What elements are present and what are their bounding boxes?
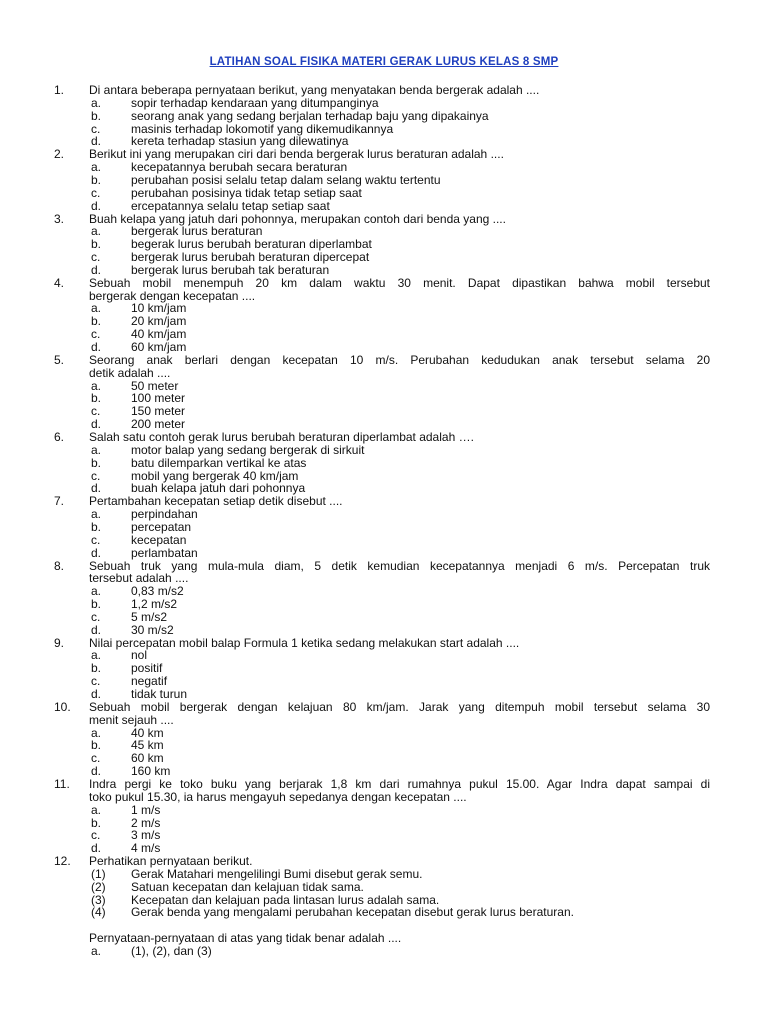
answer-option bbox=[0, 444, 768, 457]
question-text: Sebuah truk yang mula-mula diam, 5 detik kemudian kecepatannya menjadi 6 m/s. Percepatan truk bbox=[89, 558, 710, 573]
question-line bbox=[0, 572, 768, 585]
answer-option bbox=[0, 508, 768, 521]
worksheet-title: LATIHAN SOAL FISIKA MATERI GERAK LURUS KELAS 8 SMP bbox=[209, 56, 559, 68]
question-number: 3. bbox=[54, 211, 65, 226]
statement-text: Satuan kecepatan dan kelajuan tidak sama. bbox=[131, 879, 364, 894]
answer-option bbox=[0, 328, 768, 341]
option-text: perubahan posisinya tidak tetap setiap saat bbox=[131, 185, 362, 200]
option-text: 4 m/s bbox=[131, 841, 161, 856]
question-line bbox=[0, 148, 768, 161]
option-text: seorang anak yang sedang berjalan terhadap baju yang dipakainya bbox=[131, 108, 489, 123]
option-text: batu dilemparkan vertikal ke atas bbox=[131, 455, 307, 470]
option-label: d. bbox=[91, 764, 102, 779]
option-label: b. bbox=[91, 314, 102, 329]
option-label: b. bbox=[91, 391, 102, 406]
option-text: positif bbox=[131, 661, 163, 676]
question-number: 7. bbox=[54, 494, 65, 509]
option-label: c. bbox=[91, 468, 101, 483]
answer-option bbox=[0, 585, 768, 598]
option-label: a. bbox=[91, 160, 102, 175]
option-label: b. bbox=[91, 237, 102, 252]
option-label: c. bbox=[91, 327, 101, 342]
statement-text: Kecepatan dan kelajuan pada lintasan lurus adalah sama. bbox=[131, 892, 440, 907]
option-text: sopir terhadap kendaraan yang ditumpanginya bbox=[131, 95, 379, 110]
answer-option bbox=[0, 187, 768, 200]
question-text: Berikut ini yang merupakan ciri dari benda bergerak lurus beraturan adalah .... bbox=[89, 147, 504, 162]
option-label: b. bbox=[91, 661, 102, 676]
answer-option bbox=[0, 264, 768, 277]
option-label: d. bbox=[91, 841, 102, 856]
answer-option bbox=[0, 649, 768, 662]
option-text: 30 m/s2 bbox=[131, 622, 174, 637]
question-text: Di antara beberapa pernyataan berikut, yang menyatakan benda bergerak adalah .... bbox=[89, 83, 540, 97]
question-text: Indra pergi ke toko buku yang berjarak 1,8 km dari rumahnya pukul 15.00. Agar Indra dapat sampai di bbox=[89, 776, 710, 791]
answer-option bbox=[0, 752, 768, 765]
answer-option bbox=[0, 547, 768, 560]
option-text: percepatan bbox=[131, 519, 192, 534]
answer-option bbox=[0, 829, 768, 842]
answer-option bbox=[0, 534, 768, 547]
option-label: d. bbox=[91, 687, 102, 701]
option-label: a. bbox=[91, 301, 102, 316]
answer-option bbox=[0, 804, 768, 817]
statement-label: (4) bbox=[91, 905, 106, 920]
option-label: b. bbox=[91, 738, 102, 753]
statement-item bbox=[0, 868, 768, 881]
answer-option bbox=[0, 97, 768, 110]
option-text: 45 km bbox=[131, 738, 164, 753]
option-text: 40 km/jam bbox=[131, 327, 187, 342]
answer-option bbox=[0, 110, 768, 123]
option-label: b. bbox=[91, 815, 102, 830]
question-number: 6. bbox=[54, 430, 65, 444]
option-label: b. bbox=[91, 597, 102, 611]
option-label: a. bbox=[91, 725, 102, 740]
question-line bbox=[0, 290, 768, 303]
option-text: bergerak lurus berubah beraturan dipercepat bbox=[131, 250, 370, 264]
question-text: toko pukul 15.30, ia harus mengayuh sepedanya dengan kecepatan .... bbox=[89, 789, 467, 804]
answer-option bbox=[0, 817, 768, 830]
option-text: (1), (2), dan (3) bbox=[131, 944, 212, 958]
question-followup-text: Pernyataan-pernyataan di atas yang tidak benar adalah .... bbox=[89, 931, 402, 946]
option-text: 5 m/s2 bbox=[131, 609, 168, 624]
question-line bbox=[0, 277, 768, 290]
question-followup bbox=[0, 932, 768, 945]
option-label: d. bbox=[91, 622, 102, 637]
answer-option bbox=[0, 251, 768, 264]
option-label: c. bbox=[91, 609, 101, 624]
option-label: a. bbox=[91, 95, 102, 110]
option-label: a. bbox=[91, 584, 102, 599]
question-line bbox=[0, 84, 768, 97]
question-text: Perhatikan pernyataan berikut. bbox=[89, 854, 253, 868]
option-label: d. bbox=[91, 481, 102, 496]
option-text: 10 km/jam bbox=[131, 301, 187, 316]
answer-option bbox=[0, 521, 768, 534]
option-label: a. bbox=[91, 648, 102, 663]
option-text: 2 m/s bbox=[131, 815, 161, 830]
option-text: kecepatannya berubah secara beraturan bbox=[131, 160, 348, 175]
question-text: tersebut adalah .... bbox=[89, 571, 189, 586]
option-text: 40 km bbox=[131, 725, 164, 740]
option-text: 150 meter bbox=[131, 404, 186, 419]
statement-text: Gerak benda yang mengalami perubahan kecepatan disebut gerak lurus beraturan. bbox=[131, 905, 574, 920]
question-number: 9. bbox=[54, 635, 65, 650]
option-text: 60 km bbox=[131, 751, 164, 766]
question-text: Buah kelapa yang jatuh dari pohonnya, merupakan contoh dari benda yang .... bbox=[89, 211, 506, 226]
option-label: a. bbox=[91, 507, 102, 522]
question-text: Sebuah mobil menempuh 20 km dalam waktu 30 menit. Dapat dipastikan bahwa mobil tersebut bbox=[89, 275, 710, 290]
option-label: a. bbox=[91, 224, 102, 239]
option-text: kecepatan bbox=[131, 532, 187, 547]
answer-option bbox=[0, 598, 768, 611]
option-text: perpindahan bbox=[131, 507, 198, 522]
question-text: Salah satu contoh gerak lurus berubah beraturan diperlambat adalah …. bbox=[89, 430, 474, 444]
option-text: motor balap yang sedang bergerak di sirkuit bbox=[131, 442, 365, 457]
question-number: 10. bbox=[54, 699, 71, 714]
question-number: 1. bbox=[54, 83, 65, 97]
question-line bbox=[0, 367, 768, 380]
answer-option bbox=[0, 611, 768, 624]
option-label: d. bbox=[91, 262, 102, 277]
option-label: c. bbox=[91, 121, 101, 136]
option-label: a. bbox=[91, 944, 102, 958]
statement-text: Gerak Matahari mengelilingi Bumi disebut gerak semu. bbox=[131, 866, 423, 881]
option-label: b. bbox=[91, 108, 102, 123]
answer-option bbox=[0, 315, 768, 328]
question-number: 11. bbox=[54, 776, 70, 791]
option-text: negatif bbox=[131, 674, 168, 689]
option-label: d. bbox=[91, 134, 102, 149]
question-text: Pertambahan kecepatan setiap detik disebut .... bbox=[89, 494, 343, 509]
option-label: c. bbox=[91, 751, 101, 766]
question-text: bergerak dengan kecepatan .... bbox=[89, 288, 256, 303]
answer-option bbox=[0, 405, 768, 418]
option-label: d. bbox=[91, 545, 102, 560]
answer-option bbox=[0, 380, 768, 393]
answer-option bbox=[0, 945, 768, 958]
answer-option bbox=[0, 200, 768, 213]
option-text: 60 km/jam bbox=[131, 340, 187, 354]
option-text: masinis terhadap lokomotif yang dikemudikannya bbox=[131, 121, 394, 136]
option-text: bergerak lurus beraturan bbox=[131, 224, 263, 239]
option-text: nol bbox=[131, 648, 148, 663]
question-line bbox=[0, 791, 768, 804]
statement-item bbox=[0, 906, 768, 919]
option-text: 1,2 m/s2 bbox=[131, 597, 178, 611]
answer-option bbox=[0, 675, 768, 688]
option-label: b. bbox=[91, 455, 102, 470]
option-label: c. bbox=[91, 674, 101, 689]
statement-item bbox=[0, 881, 768, 894]
option-label: d. bbox=[91, 198, 102, 213]
option-label: d. bbox=[91, 340, 102, 354]
question-line bbox=[0, 431, 768, 444]
answer-option bbox=[0, 457, 768, 470]
option-text: ercepatannya selalu tetap setiap saat bbox=[131, 198, 330, 213]
answer-option bbox=[0, 470, 768, 483]
option-text: tidak turun bbox=[131, 687, 188, 701]
answer-option bbox=[0, 123, 768, 136]
statement-label: (1) bbox=[91, 866, 106, 881]
option-text: perlambatan bbox=[131, 545, 198, 560]
option-label: c. bbox=[91, 404, 101, 419]
question-line bbox=[0, 354, 768, 367]
question-line bbox=[0, 701, 768, 714]
option-text: begerak lurus berubah beraturan diperlambat bbox=[131, 237, 372, 252]
option-label: a. bbox=[91, 802, 102, 817]
option-text: bergerak lurus berubah tak beraturan bbox=[131, 262, 330, 277]
option-text: 1 m/s bbox=[131, 802, 161, 817]
question-line bbox=[0, 495, 768, 508]
answer-option bbox=[0, 727, 768, 740]
option-text: mobil yang bergerak 40 km/jam bbox=[131, 468, 299, 483]
option-label: c. bbox=[91, 185, 101, 200]
option-label: a. bbox=[91, 442, 102, 457]
question-number: 2. bbox=[54, 147, 65, 162]
answer-option bbox=[0, 392, 768, 405]
option-label: b. bbox=[91, 519, 102, 534]
option-text: 100 meter bbox=[131, 391, 186, 406]
option-label: d. bbox=[91, 417, 102, 432]
answer-option bbox=[0, 739, 768, 752]
option-text: 0,83 m/s2 bbox=[131, 584, 184, 599]
question-line bbox=[0, 213, 768, 226]
option-label: a. bbox=[91, 378, 102, 393]
question-text: menit sejauh .... bbox=[89, 712, 174, 727]
option-text: 160 km bbox=[131, 764, 171, 779]
option-text: 3 m/s bbox=[131, 828, 161, 843]
question-number: 8. bbox=[54, 558, 65, 573]
option-text: 50 meter bbox=[131, 378, 179, 393]
option-text: 200 meter bbox=[131, 417, 186, 432]
answer-option bbox=[0, 662, 768, 675]
option-label: c. bbox=[91, 828, 101, 843]
option-label: b. bbox=[91, 172, 102, 187]
question-text: Nilai percepatan mobil balap Formula 1 ketika sedang melakukan start adalah .... bbox=[89, 635, 520, 650]
question-line bbox=[0, 637, 768, 650]
question-line bbox=[0, 714, 768, 727]
statement-label: (3) bbox=[91, 892, 106, 907]
question-text: detik adalah .... bbox=[89, 365, 171, 380]
question-line bbox=[0, 778, 768, 791]
option-text: 20 km/jam bbox=[131, 314, 187, 329]
answer-option bbox=[0, 174, 768, 187]
option-label: c. bbox=[91, 250, 101, 264]
question-text: Seorang anak berlari dengan kecepatan 10 m/s. Perubahan kedudukan anak tersebut selama 20 bbox=[89, 352, 710, 367]
question-number: 12. bbox=[54, 854, 71, 868]
answer-option bbox=[0, 238, 768, 251]
question-number: 4. bbox=[54, 275, 65, 290]
option-text: buah kelapa jatuh dari pohonnya bbox=[131, 481, 306, 496]
answer-option bbox=[0, 302, 768, 315]
option-label: c. bbox=[91, 532, 101, 547]
question-number: 5. bbox=[54, 352, 65, 367]
statement-label: (2) bbox=[91, 879, 106, 894]
option-text: kereta terhadap stasiun yang dilewatinya bbox=[131, 134, 349, 149]
question-text: Sebuah mobil bergerak dengan kelajuan 80 km/jam. Jarak yang ditempuh mobil tersebut selama 30 bbox=[89, 699, 710, 714]
answer-option bbox=[0, 624, 768, 637]
option-text: perubahan posisi selalu tetap dalam selang waktu tertentu bbox=[131, 172, 441, 187]
answer-option bbox=[0, 225, 768, 238]
